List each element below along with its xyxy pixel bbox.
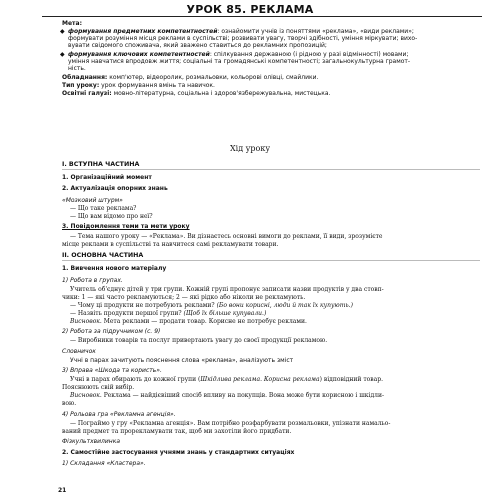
roleplay-line2: ваний предмет та прорекламувати так, щоб ми захотіли його придбати. (62, 428, 292, 435)
bullet-icon: ◆ (60, 51, 65, 58)
goal2-line1: формування ключових компетентностей: спілкування державною (і рідною у разі відмінності) мовами; (68, 51, 409, 58)
goal2-line2: уміння навчатися впродовж життя; соціальні та громадянські компетентності; загальнокультурна грамот- (68, 58, 411, 65)
exercise-conclusion: Висновок. Реклама — найдієвіший спосіб впливу на покупців. Вона може бути корисною і шкідли- (70, 392, 384, 399)
lesson-course-heading: Хід уроку (229, 144, 271, 153)
areas-line: Освітні галузі: мовно-літературна, соціальна і здоров'язбережувальна, мистецька. (62, 90, 331, 97)
question-line: — Що таке реклама? (70, 205, 137, 212)
question-line: — Що вам відомо про неї? (70, 213, 153, 220)
group-text-line4: — Назвіть продукти першої групи? (Щоб їх більше купували.) (70, 310, 267, 317)
section-divider (62, 260, 480, 261)
group-text-line2: чики: 1 — які часто рекламуються; 2 — які рідко або ніколи не рекламують. (62, 294, 306, 301)
section-intro: I. ВСТУПНА ЧАСТИНА (62, 161, 140, 168)
equipment-line: Обладнання: комп'ютер, відеоролик, розмальовки, кольорові олівці, смайлики. (62, 74, 319, 81)
section-main: II. ОСНОВНА ЧАСТИНА (62, 252, 144, 259)
task-textbook: 2) Робота за підручником (с. 9) (62, 328, 161, 335)
goal2-line3: ність. (68, 65, 86, 72)
step-new-material: 1. Вивчення нового матеріалу (62, 265, 167, 272)
step-independent: 2. Самостійне застосування учнями знань у стандартних ситуаціях (62, 449, 295, 456)
topic-text-line2: місце реклами в суспільстві та навчитеся самі рекламувати товари. (62, 241, 279, 248)
page-number: 21 (58, 487, 67, 494)
exercise-line4: вою. (62, 400, 77, 407)
group-text-line3: — Чому ці продукти не потребують реклами? (Бо вони корисні, люди й так їх купують.) (70, 302, 353, 309)
textbook-text: — Виробники товарів та послуг привертають увагу до своєї продукції рекламою. (70, 337, 328, 344)
step-topic: 3. Повідомлення теми та мети уроку (62, 223, 190, 230)
goal1-line1: формування предметних компетентностей: ознайомити учнів із поняттями «реклама», «види реклами»; (68, 28, 414, 35)
brainstorm-label: «Мозковий штурм» (62, 197, 123, 204)
dictionary-text: Учні в парах зачитують пояснення слова «реклама», аналізують зміст (70, 357, 294, 364)
section-divider (62, 169, 480, 170)
task-harm-benefit: 3) Вправа «Шкода та користь». (62, 367, 162, 374)
dictionary-label: Словничок (62, 348, 96, 355)
task-group-work: 1) Робота в групах. (62, 277, 123, 284)
goal1-line3: вувати свідомого споживача, який зважено ставиться до рекламних пропозицій; (68, 42, 327, 49)
page-title: УРОК 85. РЕКЛАМА (186, 3, 314, 16)
roleplay-line1: — Пограймо у гру «Рекламна агенція». Вам потрібно розфарбувати розмальовки, упізнати намальо- (70, 420, 391, 427)
exercise-break-label: Фізкультхвилинка (62, 438, 121, 445)
title-rule (42, 16, 482, 17)
exercise-line1: Учні в парах обирають до кожної групи (Шкідлива реклама. Корисна реклама) відповідний товар. (70, 376, 383, 383)
topic-text-line1: — Тема нашого уроку — «Реклама». Ви дізнаєтесь основні вимоги до реклами, її види, зрозумієте (70, 233, 383, 240)
task-cluster: 1) Складання «Кластера». (62, 460, 146, 467)
lesson-type-line: Тип уроку: урок формування вмінь та навичок. (62, 82, 215, 89)
step-organizational: 1. Організаційний момент (62, 174, 152, 181)
task-role-play: 4) Рольова гра «Рекламна агенція». (62, 411, 176, 418)
goals-label: Мета: (62, 20, 82, 27)
goal1-line2: формувати розуміння місця реклами в суспільстві; розвивати увагу, творчі здібності, уміння міркувати; вихо- (68, 35, 418, 42)
step-actualization: 2. Актуалізація опорних знань (62, 185, 168, 192)
group-conclusion: Висновок. Мета реклами — продати товар. Корисне не потребує реклами. (70, 318, 307, 325)
group-text-line1: Учитель об'єднує дітей у три групи. Кожній групі пропонує записати назви продуктів у два стовп- (70, 286, 384, 293)
exercise-line2: Пояснюють свій вибір. (62, 384, 135, 391)
bullet-icon: ◆ (60, 28, 65, 35)
